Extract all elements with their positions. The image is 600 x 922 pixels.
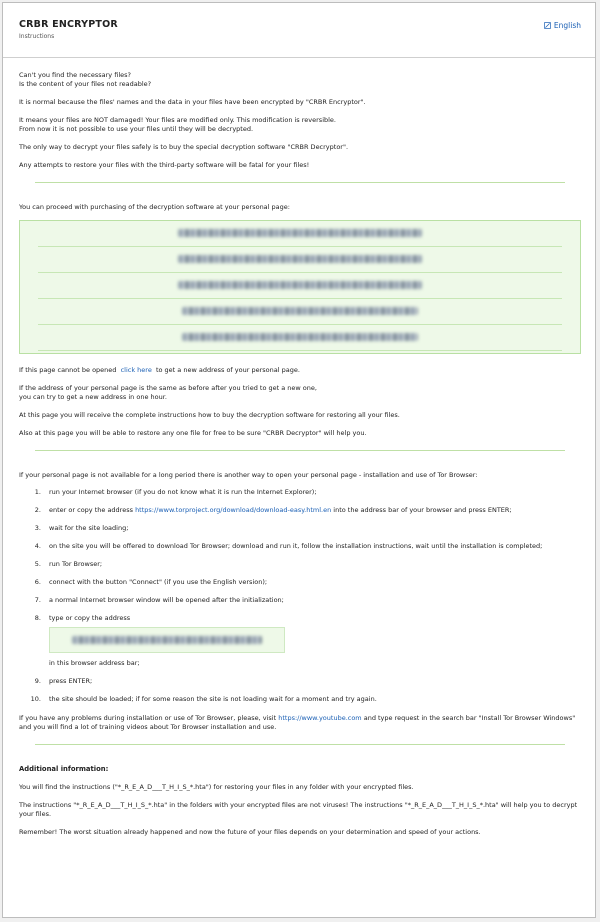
tor-step: 9. press ENTER; (43, 677, 581, 686)
purchase-lead: You can proceed with purchasing of the decryption software at your personal page: (19, 203, 290, 211)
intro-paragraph-encrypted: It is normal because the files' names and the data in your files have been encrypted by "CRBR Encryptor". (19, 98, 366, 106)
section-divider (35, 450, 565, 451)
tor-step (43, 614, 581, 668)
page-subtitle: Instructions (19, 33, 55, 40)
intro-question-1: Can't you find the necessary files? (19, 71, 131, 79)
address-row[interactable] (38, 325, 562, 351)
ransom-note-window (2, 2, 596, 918)
intro-paragraph-warning: Any attempts to restore your files with the third-party software will be fatal for your files! (19, 161, 310, 169)
intro-question-2: Is the content of your files not readable? (19, 80, 152, 88)
instructions-paragraph: At this page you will receive the complete instructions how to buy the decryption software for restoring all your files. (19, 411, 400, 419)
tor-step: 4. on the site you will be offered to download Tor Browser; download and run it, follow the installation instructions, wait until the installation is completed; (43, 542, 581, 551)
not-opened-text-pre: If this page cannot be opened (19, 366, 117, 374)
not-opened-paragraph (19, 366, 581, 375)
restore-one-paragraph: Also at this page you will be able to restore any one file for free to be sure "CRBR Decryptor" will help you. (19, 429, 367, 437)
additional-info-title: Additional information: (19, 765, 109, 773)
redacted-address (182, 333, 418, 341)
address-row[interactable] (38, 247, 562, 273)
same-address-paragraph-2: you can try to get a new address in one hour. (19, 393, 167, 401)
intro-paragraph-not-possible: From now it is not possible to use your files until they will be decrypted. (19, 125, 254, 133)
redacted-address (178, 281, 422, 289)
redacted-address (182, 307, 418, 315)
onion-address-box[interactable] (49, 627, 285, 653)
language-label: English (553, 21, 581, 30)
tor-step: 6. connect with the button "Connect" (if you use the English version); (43, 578, 581, 587)
not-opened-text-post: to get a new address of your personal page. (155, 366, 300, 374)
additional-info-paragraph-3: Remember! The worst situation already happened and now the future of your files depends on your determination and speed of your actions. (19, 828, 481, 836)
section-divider (35, 744, 565, 745)
address-row[interactable] (38, 221, 562, 247)
redacted-address (178, 229, 422, 237)
redacted-address (178, 255, 422, 263)
tor-lead: If your personal page is not available for a long period there is another way to open your personal page - installation and use of Tor Browser: (19, 471, 478, 479)
tor-step-2-pre: enter or copy the address (49, 506, 133, 514)
tor-step-2-post: into the address bar of your browser and press ENTER; (333, 506, 512, 514)
torproject-link[interactable]: https://www.torproject.org/download/download-easy.html.en (135, 506, 332, 514)
main-content (19, 71, 581, 837)
same-address-paragraph-1: If the address of your personal page is the same as before after you tried to get a new one, (19, 384, 317, 392)
redacted-onion-address (72, 636, 262, 644)
tor-step-8-post: in this browser address bar; (49, 659, 140, 667)
section-divider (35, 182, 565, 183)
tor-steps-list (19, 488, 581, 704)
page-header (3, 3, 595, 58)
tor-step: 10. the site should be loaded; if for some reason the site is not loading wait for a moment and try again. (43, 695, 581, 704)
tor-step: 5. run Tor Browser; (43, 560, 581, 569)
intro-paragraph-only-way: The only way to decrypt your files safely is to buy the special decryption software "CRBR Decryptor". (19, 143, 349, 151)
address-row[interactable] (38, 299, 562, 325)
problems-text-post: and type request in the search bar "Install Tor Browser Windows" and you will find a lot of training videos about Tor Browser installation and use. (19, 714, 576, 731)
tor-step: 1. run your Internet browser (if you do not know what it is run the Internet Explorer); (43, 488, 581, 497)
translate-icon (544, 22, 551, 29)
address-row[interactable] (38, 273, 562, 299)
page-title: CRBR ENCRYPTOR (19, 19, 118, 30)
additional-info-paragraph-2: The instructions "*_R_E_A_D___T_H_I_S_*.hta" in the folders with your encrypted files are not viruses! The instructions "*_R_E_A_D___T_H_I_S_*.hta" will help you to decrypt your files. (19, 801, 578, 818)
tor-step: 7. a normal Internet browser window will be opened after the initialization; (43, 596, 581, 605)
tor-step (43, 506, 581, 515)
youtube-link[interactable]: https://www.youtube.com (278, 714, 362, 722)
tor-step: 3. wait for the site loading; (43, 524, 581, 533)
language-selector[interactable] (544, 21, 581, 30)
click-here-link[interactable]: click here (120, 366, 152, 374)
intro-paragraph-not-damaged: It means your files are NOT damaged! Your files are modified only. This modification is reversible. (19, 116, 336, 124)
additional-info-paragraph-1: You will find the instructions ("*_R_E_A_D___T_H_I_S_*.hta") for restoring your files in any folder with your encrypted files. (19, 783, 414, 791)
tor-step-8-pre: 8. type or copy the address (49, 614, 131, 622)
personal-page-addresses (19, 220, 581, 354)
problems-text-pre: If you have any problems during installation or use of Tor Browser, please, visit (19, 714, 277, 722)
problems-paragraph (19, 714, 581, 732)
